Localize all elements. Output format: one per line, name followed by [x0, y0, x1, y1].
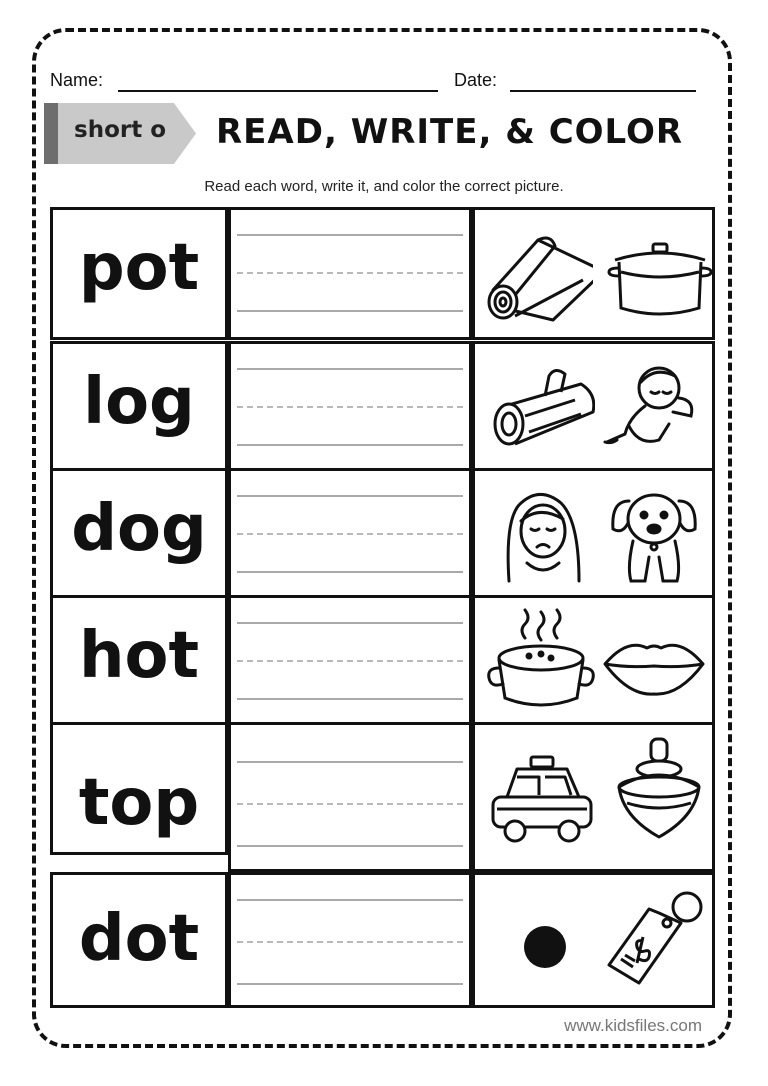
word-cell — [50, 872, 228, 1008]
rolled-mat-icon[interactable] — [483, 220, 593, 328]
word-text: dot — [78, 902, 200, 976]
spinning-top-icon[interactable] — [605, 733, 715, 841]
word-text: pot — [78, 231, 200, 305]
name-line[interactable] — [118, 90, 438, 92]
word-grid — [50, 207, 715, 1008]
table-row — [50, 872, 715, 1005]
taxi-icon[interactable] — [487, 747, 597, 855]
table-row — [50, 468, 715, 601]
instructions: Read each word, write it, and color the correct picture. — [204, 178, 564, 195]
write-cell[interactable] — [228, 595, 472, 728]
dot-icon[interactable] — [485, 891, 595, 999]
word-cell — [50, 207, 228, 340]
write-cell[interactable] — [228, 722, 472, 872]
name-field[interactable] — [50, 70, 440, 96]
price-tag-icon[interactable] — [599, 883, 709, 991]
table-row — [50, 722, 715, 855]
date-line[interactable] — [510, 90, 696, 92]
picture-cell — [472, 468, 715, 601]
date-label: Date: — [454, 70, 498, 90]
word-cell — [50, 722, 228, 855]
word-text: top — [78, 766, 200, 840]
page-title: READ, WRITE, & COLOR — [216, 112, 684, 152]
table-row — [50, 595, 715, 728]
write-cell[interactable] — [228, 872, 472, 1008]
short-o-banner — [44, 103, 196, 164]
word-cell — [50, 341, 228, 474]
picture-cell — [472, 207, 715, 340]
date-field[interactable] — [454, 70, 700, 96]
word-cell — [50, 468, 228, 601]
sad-girl-icon[interactable] — [489, 481, 599, 589]
table-row — [50, 207, 715, 340]
picture-cell — [472, 595, 715, 728]
write-cell[interactable] — [228, 341, 472, 474]
pot-icon[interactable] — [603, 220, 713, 328]
lips-icon[interactable] — [599, 608, 709, 716]
sleeping-baby-icon[interactable] — [599, 354, 709, 462]
word-text: dog — [71, 492, 207, 566]
picture-cell — [472, 341, 715, 474]
website-footer[interactable]: www.kidsfiles.com — [564, 1016, 702, 1035]
picture-cell — [472, 872, 715, 1008]
picture-cell — [472, 722, 715, 872]
word-text: log — [83, 365, 195, 439]
banner-label: short o — [74, 117, 167, 143]
steaming-pot-icon[interactable] — [485, 608, 595, 716]
name-label: Name: — [50, 70, 104, 90]
dog-icon[interactable] — [599, 481, 709, 589]
table-row — [50, 341, 715, 474]
word-text: hot — [78, 619, 200, 693]
write-cell[interactable] — [228, 207, 472, 340]
word-cell — [50, 595, 228, 728]
log-icon[interactable] — [485, 354, 595, 462]
write-cell[interactable] — [228, 468, 472, 601]
